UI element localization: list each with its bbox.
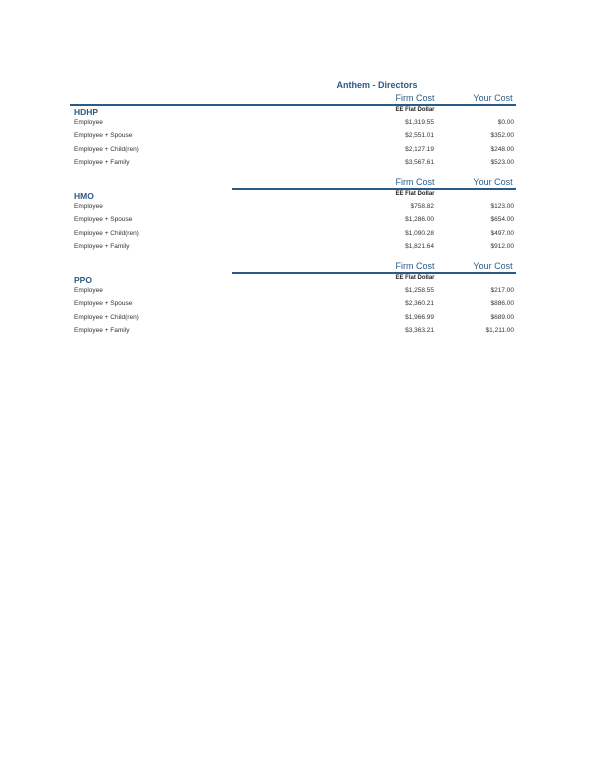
your-cost-value: $886.00 [490, 300, 514, 308]
ee-flat-dollar-label: EE Flat Dollar [395, 191, 435, 197]
firm-cost-value: $2,360.21 [405, 300, 434, 308]
your-cost-value: $523.00 [490, 158, 514, 166]
table-row [0, 216, 600, 229]
your-cost-value: $217.00 [490, 287, 514, 294]
your-cost-value: $248.00 [490, 145, 514, 153]
table-row [0, 243, 600, 256]
table-row [0, 300, 600, 313]
firm-cost-value: $3,567.61 [405, 158, 434, 166]
table-row [0, 119, 600, 132]
firm-cost-value: $1,258.55 [405, 287, 434, 294]
table-row [0, 159, 600, 172]
coverage-label: Employee + Child(ren) [74, 145, 139, 153]
coverage-label: Employee + Spouse [74, 132, 133, 140]
coverage-label: Employee + Child(ren) [74, 229, 139, 237]
page-title: Anthem - Directors [336, 80, 418, 90]
table-row [0, 327, 600, 340]
coverage-label: Employee [74, 119, 103, 126]
firm-cost-value: $1,966.99 [405, 313, 434, 321]
plan-name: PPO [74, 275, 92, 285]
firm-cost-header: Firm Cost [395, 261, 435, 271]
coverage-label: Employee + Child(ren) [74, 313, 139, 321]
firm-cost-value: $1,319.55 [405, 119, 434, 126]
firm-cost-value: $2,551.01 [405, 132, 434, 140]
section-divider [70, 104, 516, 106]
your-cost-value: $654.00 [490, 216, 514, 224]
coverage-label: Employee + Family [74, 326, 130, 334]
plan-name: HDHP [74, 107, 99, 117]
your-cost-value: $689.00 [490, 313, 514, 321]
coverage-label: Employee + Spouse [74, 300, 133, 308]
firm-cost-value: $1,090.28 [405, 229, 434, 237]
firm-cost-header: Firm Cost [395, 177, 435, 187]
ee-flat-dollar-label: EE Flat Dollar [395, 107, 435, 113]
your-cost-value: $0.00 [497, 119, 514, 126]
firm-cost-value: $3,363.21 [405, 326, 434, 334]
firm-cost-value: $758.82 [410, 203, 434, 210]
your-cost-value: $1,211.00 [485, 326, 514, 334]
your-cost-value: $352.00 [490, 132, 514, 140]
firm-cost-value: $1,821.64 [405, 242, 434, 250]
table-row [0, 287, 600, 300]
firm-cost-value: $2,127.19 [405, 145, 434, 153]
your-cost-value: $497.00 [490, 229, 514, 237]
coverage-label: Employee + Spouse [74, 216, 133, 224]
coverage-label: Employee [74, 203, 103, 210]
table-row [0, 230, 600, 243]
your-cost-value: $123.00 [490, 203, 514, 210]
table-row [0, 146, 600, 159]
your-cost-header: Your Cost [473, 93, 513, 103]
your-cost-header: Your Cost [473, 177, 513, 187]
section-divider [232, 272, 516, 274]
plan-name: HMO [74, 191, 94, 201]
section-divider [232, 188, 516, 190]
firm-cost-value: $1,286.00 [405, 216, 434, 224]
table-row [0, 314, 600, 327]
ee-flat-dollar-label: EE Flat Dollar [395, 275, 435, 281]
table-row [0, 132, 600, 145]
coverage-label: Employee + Family [74, 158, 130, 166]
firm-cost-header: Firm Cost [395, 93, 435, 103]
your-cost-header: Your Cost [473, 261, 513, 271]
your-cost-value: $912.00 [490, 242, 514, 250]
coverage-label: Employee [74, 287, 103, 294]
coverage-label: Employee + Family [74, 242, 130, 250]
table-row [0, 203, 600, 216]
